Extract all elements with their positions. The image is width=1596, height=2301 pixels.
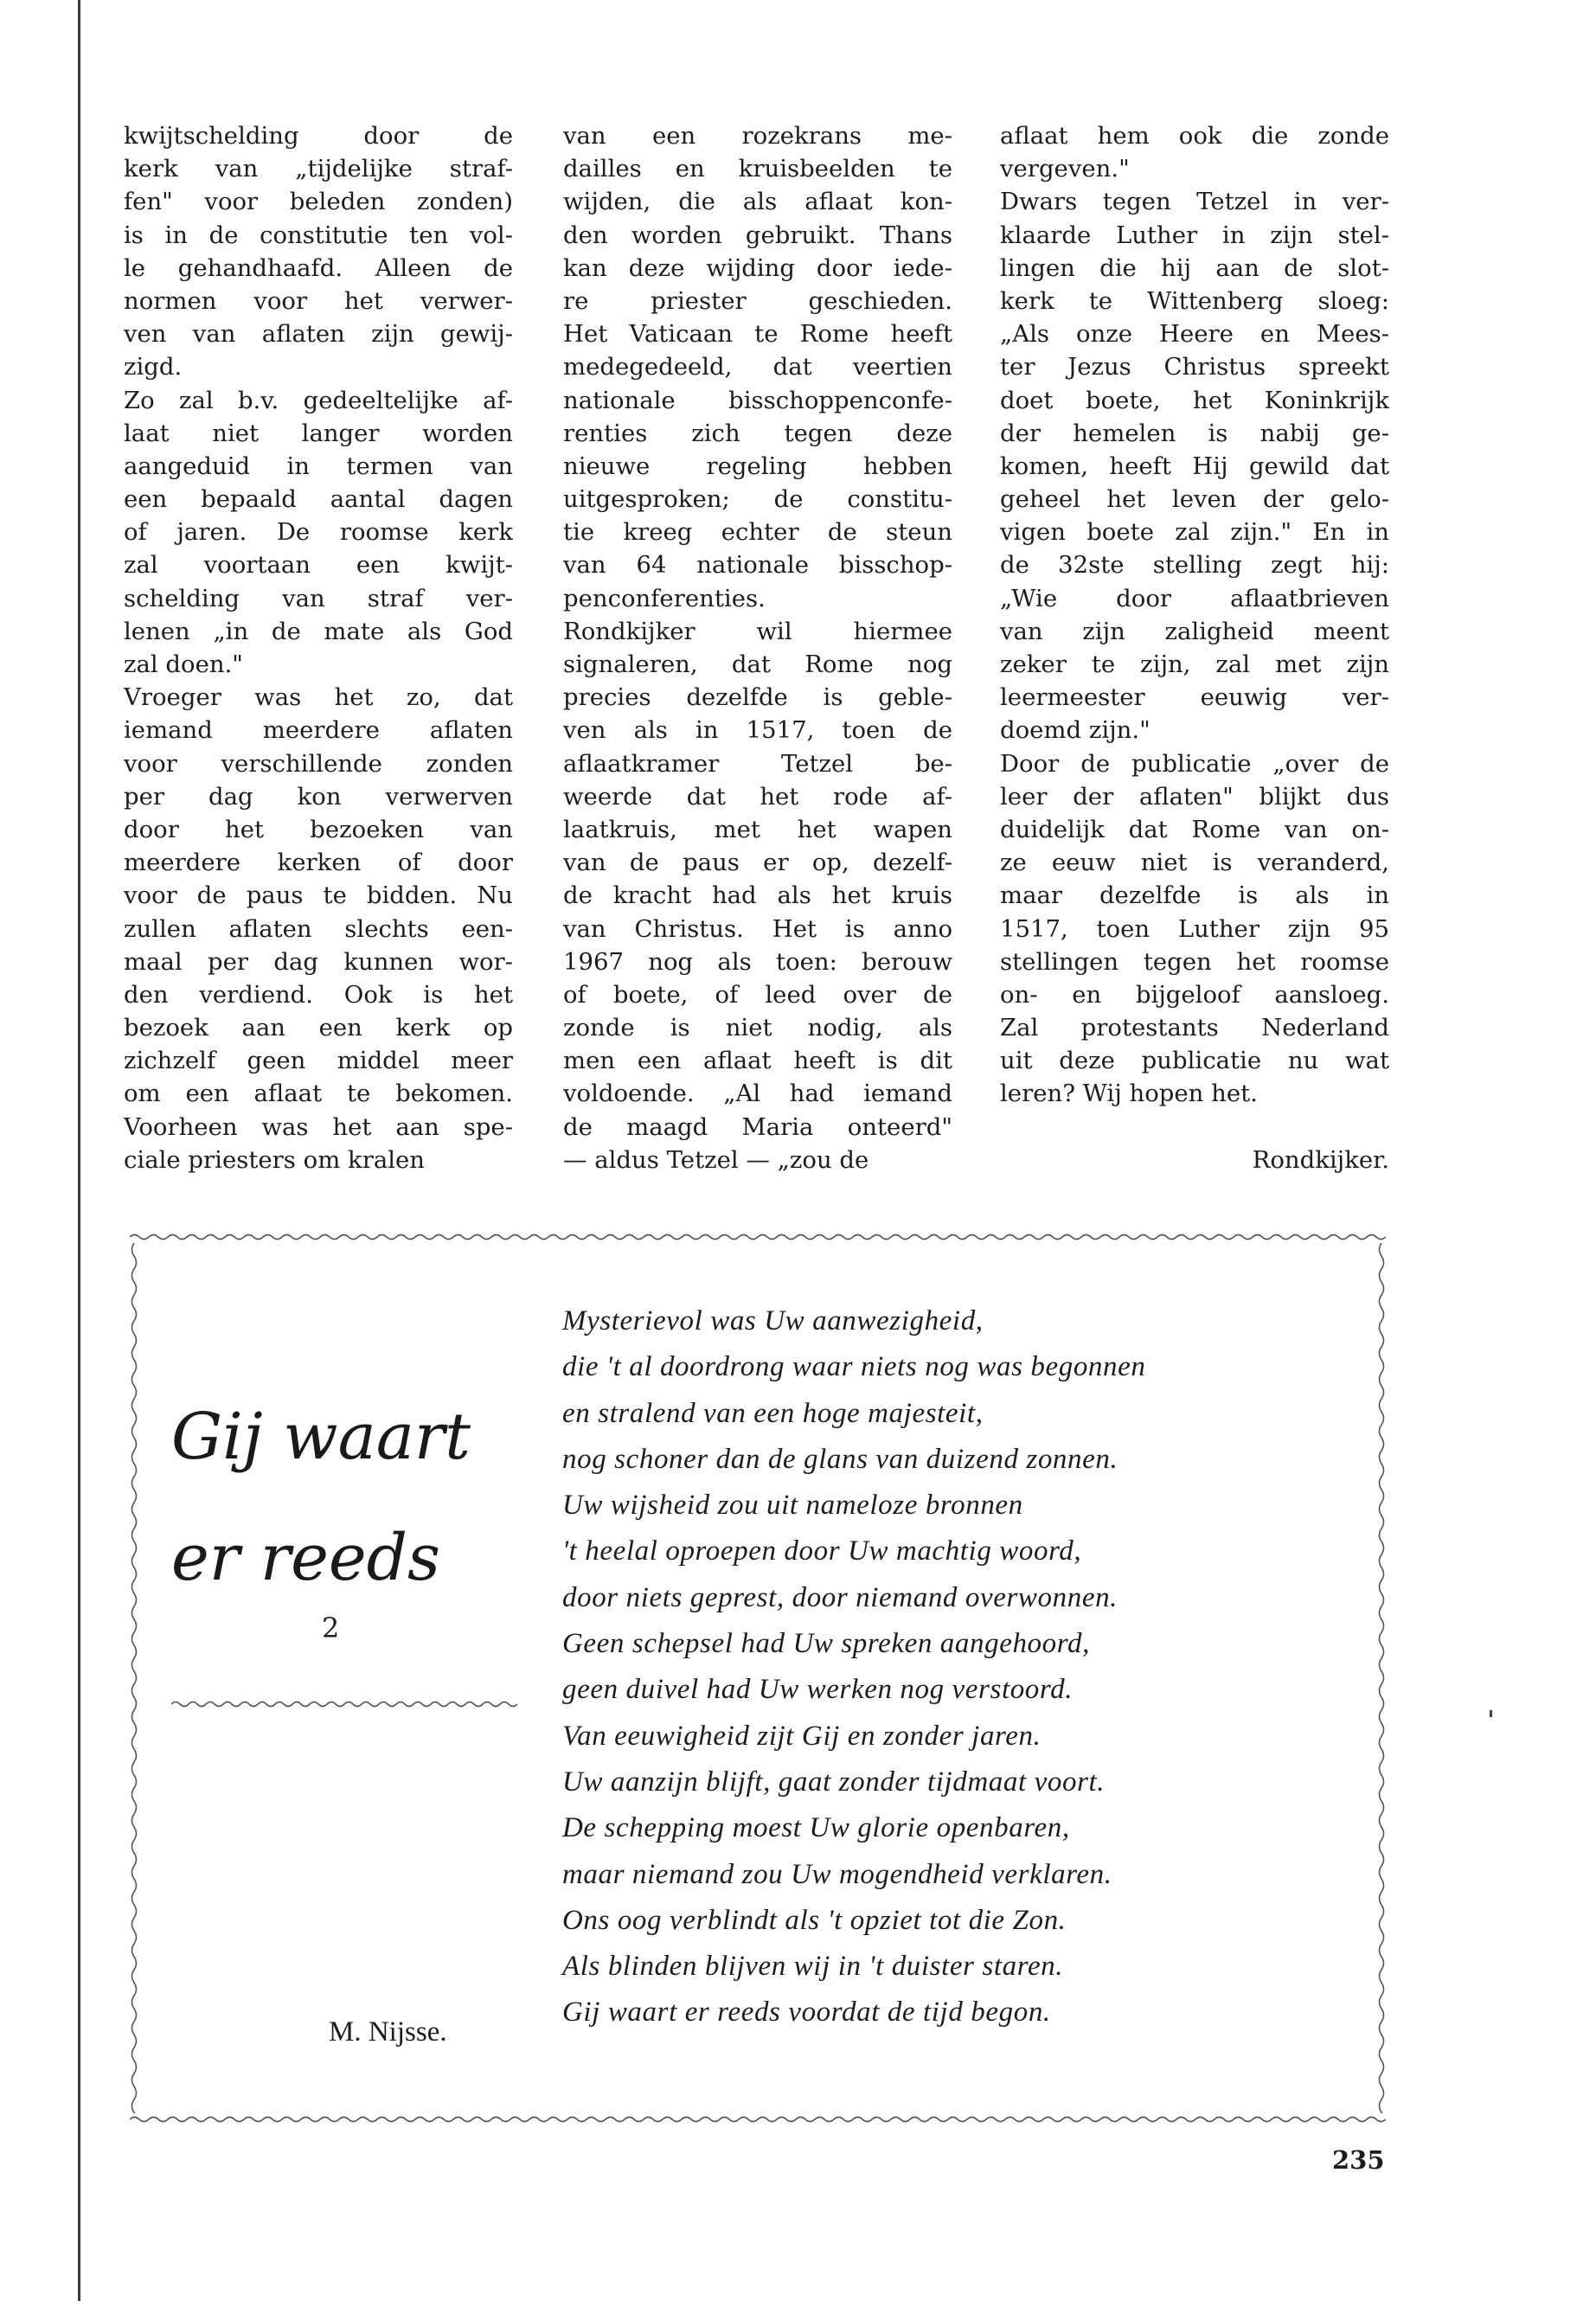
article-line: stellingen tegen het roomse xyxy=(1000,947,1389,976)
article-line: maal per dag kunnen wor- xyxy=(124,947,513,976)
article-line: „Wie door aflaatbrieven xyxy=(1000,584,1389,612)
article-line: schelding van straf ver- xyxy=(124,584,513,612)
article-line: zonde is niet nodig, als xyxy=(563,1014,952,1042)
article-line: wijden, die als aflaat kon- xyxy=(563,188,952,216)
article-line: door het bezoeken van xyxy=(124,815,513,843)
article-line: — aldus Tetzel — „zou de xyxy=(563,1145,869,1174)
article-line: ciale priesters om kralen xyxy=(124,1145,426,1174)
poem-line: Uw wijsheid zou uit nameloze bronnen xyxy=(562,1490,1023,1522)
article-line: voor de paus te bidden. Nu xyxy=(124,881,513,910)
poem-line: Ons oog verblindt als 't opziet tot die Zon. xyxy=(562,1904,1067,1936)
article-line: den verdiend. Ook is het xyxy=(124,980,513,1009)
article-line: maar dezelfde is als in xyxy=(1000,881,1389,910)
article-line: laat niet langer worden xyxy=(124,419,513,447)
title-divider-ornament xyxy=(171,1698,517,1710)
article-line: van Christus. Het is anno xyxy=(563,914,952,943)
article-line: van 64 nationale bisschop- xyxy=(563,551,952,580)
article-line: precies dezelfde is geble- xyxy=(563,683,952,712)
article-line: of jaren. De roomse kerk xyxy=(124,518,513,547)
article-line: aangeduid in termen van xyxy=(124,452,513,480)
article-column-2 xyxy=(563,119,952,1176)
article-line: uitgesproken; de constitu- xyxy=(563,485,952,514)
poem-line: Als blinden blijven wij in 't duister staren. xyxy=(562,1951,1064,1983)
article-line: 1517, toen Luther zijn 95 xyxy=(1000,914,1389,943)
article-line: ven van aflaten zijn gewij- xyxy=(124,320,513,349)
article-line: om een aflaat te bekomen. xyxy=(124,1080,513,1108)
article-line: zigd. xyxy=(124,353,183,381)
article-line: ven als in 1517, toen de xyxy=(563,716,952,745)
poem-title-line-2: er reeds xyxy=(171,1521,440,1595)
article-line: kwijtschelding door de xyxy=(124,122,513,150)
page-number: 235 xyxy=(1332,2145,1385,2175)
article-line: re priester geschieden. xyxy=(563,286,952,315)
article-line: men een aflaat heeft is dit xyxy=(563,1047,952,1075)
poem-line: 't heelal oproepen door Uw machtig woord, xyxy=(562,1535,1082,1567)
article-line: vigen boete zal zijn." En in xyxy=(1000,518,1389,547)
poem-box xyxy=(130,1231,1386,2125)
article-line: lingen die hij aan de slot- xyxy=(1000,253,1389,282)
poem-author: M. Nijsse. xyxy=(329,2016,447,2048)
poem-line: nog schoner dan de glans van duizend zonnen. xyxy=(562,1443,1118,1475)
article-line: fen" voor beleden zonden) xyxy=(124,188,513,216)
poem-line: De schepping moest Uw glorie openbaren, xyxy=(562,1812,1070,1844)
scan-speck xyxy=(1490,1710,1492,1717)
article-line: zeker te zijn, zal met zijn xyxy=(1000,651,1389,678)
poem-box-bottom-border xyxy=(130,2113,1386,2125)
article-line: zichzelf geen middel meer xyxy=(124,1047,513,1075)
article-line: Door de publicatie „over de xyxy=(1000,749,1389,778)
article-line: zullen aflaten slechts een- xyxy=(124,914,513,943)
article-line: kerk te Wittenberg sloeg: xyxy=(1000,286,1389,315)
poem-line: Mysterievol was Uw aanwezigheid, xyxy=(562,1305,984,1336)
poem-line: geen duivel had Uw werken nog verstoord. xyxy=(562,1674,1074,1706)
article-line: nieuwe regeling hebben xyxy=(563,452,952,480)
article-line: Rondkijker. xyxy=(1252,1145,1389,1174)
article-line: renties zich tegen deze xyxy=(563,419,952,447)
article-line: de 32ste stelling zegt hij: xyxy=(1000,551,1389,580)
poem-number: 2 xyxy=(322,1612,340,1644)
article-line xyxy=(1000,1111,1389,1144)
article-line: van de paus er op, dezelf- xyxy=(563,849,952,877)
article-line: kan deze wijding door iede- xyxy=(563,253,952,282)
article-line: aflaat hem ook die zonde xyxy=(1000,122,1389,150)
article-line: geheel het leven der gelo- xyxy=(1000,485,1389,514)
article-line: of boete, of leed over de xyxy=(563,980,952,1009)
article-line: Zal protestants Nederland xyxy=(1000,1014,1389,1042)
scan-edge-line xyxy=(78,0,80,2301)
article-line: komen, heeft Hij gewild dat xyxy=(1000,452,1389,480)
article-line: Vroeger was het zo, dat xyxy=(124,683,513,712)
article-line: is in de constitutie ten vol- xyxy=(124,221,513,249)
article-line: leren? Wij hopen het. xyxy=(1000,1080,1258,1108)
article-line: Dwars tegen Tetzel in ver- xyxy=(1000,188,1389,216)
poem-line: Uw aanzijn blijft, gaat zonder tijdmaat voort. xyxy=(562,1766,1106,1798)
article-line: „Als onze Heere en Mees- xyxy=(1000,320,1389,349)
article-line: meerdere kerken of door xyxy=(124,849,513,877)
poem-line: en stralend van een hoge majesteit, xyxy=(562,1397,984,1429)
article-line: le gehandhaafd. Alleen de xyxy=(124,253,513,282)
article-line: weerde dat het rode af- xyxy=(563,782,952,811)
poem-box-top-border xyxy=(130,1231,1386,1243)
article-line: zal doen." xyxy=(124,651,243,678)
article-line: voldoende. „Al had iemand xyxy=(563,1080,952,1108)
article-line: tie kreeg echter de steun xyxy=(563,518,952,547)
article-line: on- en bijgeloof aansloeg. xyxy=(1000,980,1389,1009)
article-line: doemd zijn." xyxy=(1000,716,1151,745)
article-line: vergeven." xyxy=(1000,155,1130,183)
poem-line: Gij waart er reeds voordat de tijd begon. xyxy=(562,1997,1051,2029)
article-column-3 xyxy=(1000,119,1389,1176)
poem-title xyxy=(171,1376,471,1618)
article-line: medegedeeld, dat veertien xyxy=(563,353,952,381)
article-line: signaleren, dat Rome nog xyxy=(563,651,952,678)
article-line: leer der aflaten" blijkt dus xyxy=(1000,782,1389,811)
poem-title-line-1: Gij waart xyxy=(171,1400,471,1474)
article-line: dailles en kruisbeelden te xyxy=(563,155,952,183)
article-line: der hemelen is nabij ge- xyxy=(1000,419,1389,447)
article-line: ze eeuw niet is veranderd, xyxy=(1000,849,1389,877)
article-line: laatkruis, met het wapen xyxy=(563,815,952,843)
article-line: doet boete, het Koninkrijk xyxy=(1000,386,1389,414)
article-line: Voorheen was het aan spe- xyxy=(124,1112,513,1141)
article-line: van een rozekrans me- xyxy=(563,122,952,150)
article-line: van zijn zaligheid meent xyxy=(1000,617,1389,645)
article-line: voor verschillende zonden xyxy=(124,749,513,778)
poem-text xyxy=(562,1298,1367,2036)
article-line: een bepaald aantal dagen xyxy=(124,485,513,514)
article-line: normen voor het verwer- xyxy=(124,286,513,315)
article-line: Het Vaticaan te Rome heeft xyxy=(563,320,952,349)
poem-line: die 't al doordrong waar niets nog was begonnen xyxy=(562,1351,1146,1383)
poem-box-right-border xyxy=(1375,1243,1388,2113)
poem-line: door niets geprest, door niemand overwonnen. xyxy=(562,1581,1118,1613)
article-line: klaarde Luther in zijn stel- xyxy=(1000,221,1389,249)
article-line: penconferenties. xyxy=(563,584,766,612)
article-line: nationale bisschoppenconfe- xyxy=(563,386,952,414)
poem-line: Van eeuwigheid zijt Gij en zonder jaren. xyxy=(562,1720,1042,1752)
article-line: aflaatkramer Tetzel be- xyxy=(563,749,952,778)
article-line: duidelijk dat Rome van on- xyxy=(1000,815,1389,843)
article-line: ter Jezus Christus spreekt xyxy=(1000,353,1389,381)
article-line: kerk van „tijdelijke straf- xyxy=(124,155,513,183)
article-line: iemand meerdere aflaten xyxy=(124,716,513,745)
article-line: 1967 nog als toen: berouw xyxy=(563,947,952,976)
article-line: de kracht had als het kruis xyxy=(563,881,952,910)
article-line: bezoek aan een kerk op xyxy=(124,1014,513,1042)
article-line: den worden gebruikt. Thans xyxy=(563,221,952,249)
article-line: Zo zal b.v. gedeeltelijke af- xyxy=(124,386,513,414)
poem-line: Geen schepsel had Uw spreken aangehoord, xyxy=(562,1628,1090,1660)
article-column-1 xyxy=(124,119,513,1176)
article-line: Rondkijker wil hiermee xyxy=(563,617,952,645)
article-line: uit deze publicatie nu wat xyxy=(1000,1047,1389,1075)
article-line: leermeester eeuwig ver- xyxy=(1000,683,1389,712)
article-line: zal voortaan een kwijt- xyxy=(124,551,513,580)
poem-line: maar niemand zou Uw mogendheid verklaren. xyxy=(562,1858,1112,1890)
article-line: de maagd Maria onteerd" xyxy=(563,1112,952,1141)
article-line: per dag kon verwerven xyxy=(124,782,513,811)
article-line: lenen „in de mate als God xyxy=(124,617,513,645)
poem-box-left-border xyxy=(128,1243,140,2113)
